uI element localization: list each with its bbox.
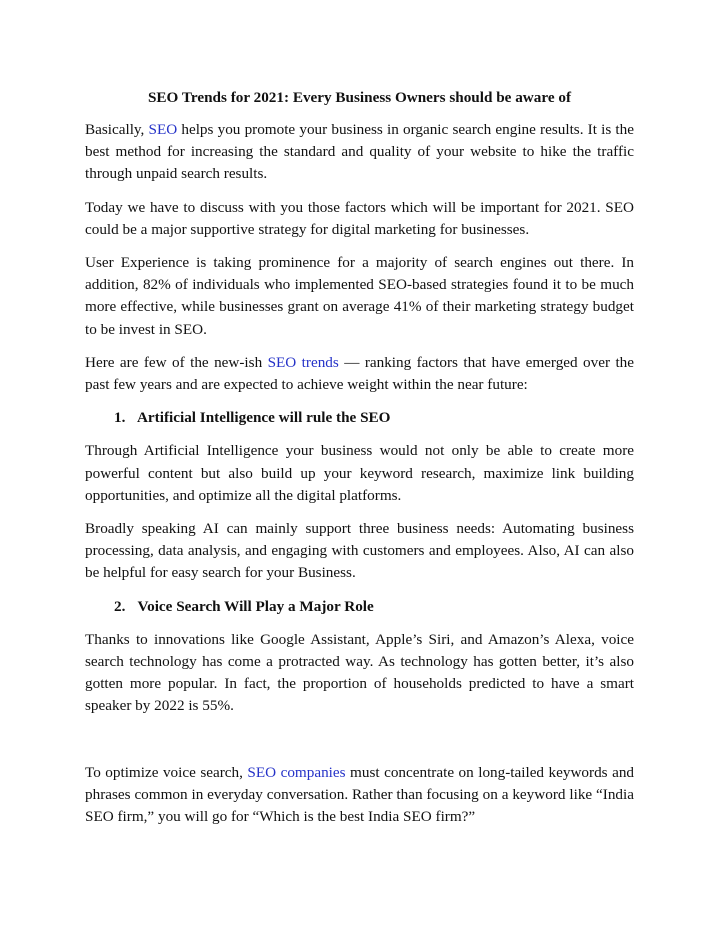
document-title: SEO Trends for 2021: Every Business Owners should be aware of [147,89,572,106]
intro-text-before: Basically, [85,121,149,138]
section-number-voice: 2. [114,597,126,615]
section-title-ai: Artificial Intelligence will rule the SEO [136,409,391,427]
ai-paragraph-1: Through Artificial Intelligence your business would not only be able to create more powerful content but also build up your keyword research, maximize link building opportunities, and optimize all the digital platforms. [85,442,634,504]
seo-companies-link[interactable]: SEO companies [247,763,346,781]
intro-text-after: helps you promote your business in organic search engine results. It is the best method for increasing the standard and quality of your website to hike the traffic through unpaid search results. [85,121,634,183]
voice-text-before: To optimize voice search, [85,763,248,781]
section-heading-voice [85,596,634,618]
factors-paragraph: Today we have to discuss with you those factors which will be important for 2021. SEO could be a major supportive strategy for digital marketing for businesses. [85,198,634,238]
blank-line [85,729,634,762]
section-title-voice: Voice Search Will Play a Major Role [137,597,374,615]
intro-paragraph [85,119,634,186]
ai-paragraph-2: Broadly speaking AI can mainly support three business needs: Automating business processing, data analysis, and engaging with customers and employees. Also, AI can also be helpful for easy search for your Business. [85,520,634,582]
seo-link[interactable]: SEO [148,121,178,138]
trends-intro-paragraph [85,352,634,396]
seo-trends-link[interactable]: SEO trends [267,353,339,371]
trends-text-before: Here are few of the new-ish [85,353,268,371]
voice-paragraph-1: Thanks to innovations like Google Assistant, Apple’s Siri, and Amazon’s Alexa, voice search technology has come a protracted way. As technology has gotten better, it’s also gotten more popular. In fact, the proportion of households predicted to have a smart speaker by 2022 is 55%. [85,630,634,715]
voice-paragraph-2 [85,762,634,829]
section-number-ai: 1. [114,409,126,427]
section-heading-ai [85,407,634,429]
trends-text-after: — ranking factors that have emerged over the past few years and are expected to achieve weight within the near future: [85,353,634,394]
user-experience-paragraph: User Experience is taking prominence for a majority of search engines out there. In addition, 82% of individuals who implemented SEO-based strategies found it to be much more effective, while businesses grant on average 41% of their marketing strategy budget to be invest in SEO. [85,254,634,338]
voice-text-after: must concentrate on long-tailed keywords and phrases common in everyday conversation. Rather than focusing on a keyword like “India SEO firm,” you will go for “Which is the best India SEO firm?” [85,763,635,826]
